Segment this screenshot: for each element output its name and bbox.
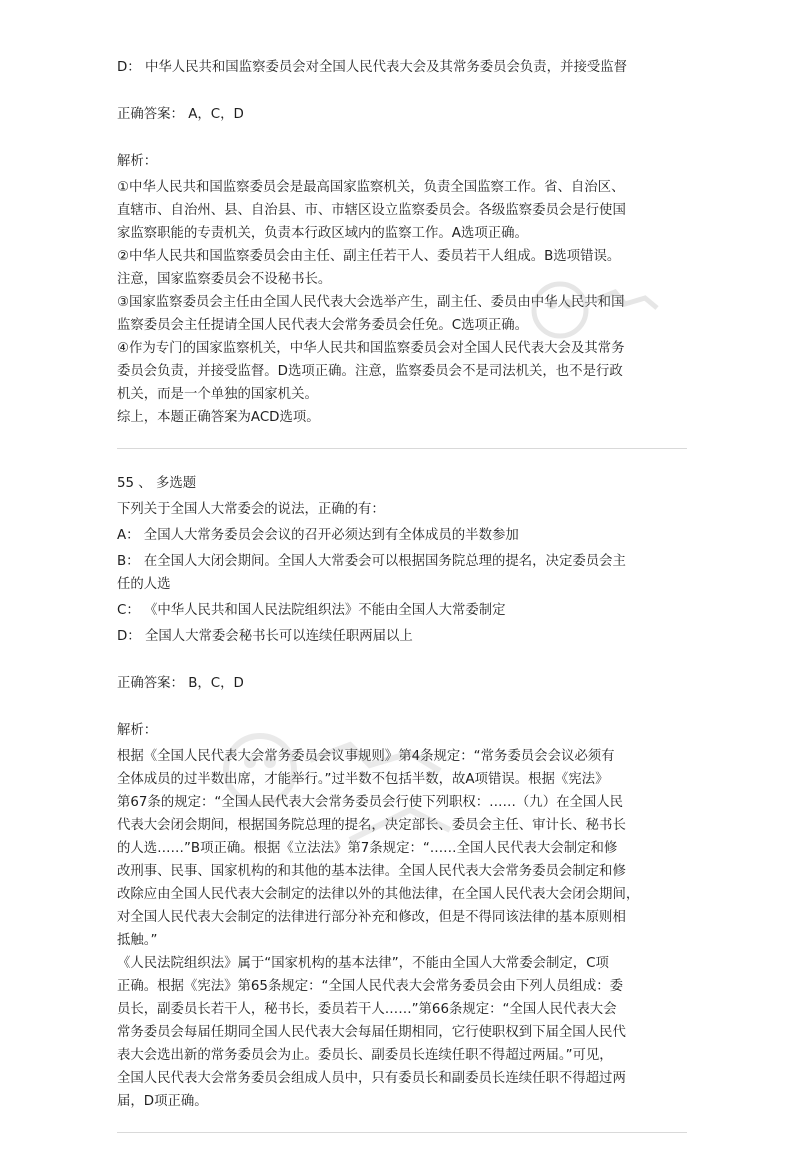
analysis-line: 家监察职能的专责机关，负责本行政区域内的监察工作。A选项正确。 xyxy=(117,226,528,241)
section-divider xyxy=(117,448,687,449)
section-divider xyxy=(117,1132,687,1133)
analysis-line: 注意，国家监察委员会不设秘书长。 xyxy=(117,272,332,287)
analysis-line: 综上，本题正确答案为ACD选项。 xyxy=(117,410,320,425)
analysis-line: 对全国人民代表大会制定的法律进行部分补充和修改，但是不得同该法律的基本原则相 xyxy=(117,910,626,925)
watermark-logo xyxy=(520,270,700,360)
analysis-line: ③国家监察委员会主任由全国人民代表大会选举产生，副主任、委员由中华人民共和国 xyxy=(117,295,625,310)
analysis-line: 代表大会闭会期间，根据国务院总理的提名，决定部长、委员会主任、审计长、秘书长 xyxy=(117,818,626,833)
q55-stem: 下列关于全国人大常委会的说法，正确的有： xyxy=(117,502,385,517)
analysis-line: 第67条的规定：“全国人民代表大会常务委员会行使下列职权：……（九）在全国人民 xyxy=(117,795,624,810)
analysis-line: 监察委员会主任提请全国人民代表大会常务委员会任免。C选项正确。 xyxy=(117,318,529,333)
analysis-line: 届，D项正确。 xyxy=(117,1094,208,1109)
q55-option-b: B： 在全国人大闭会期间。全国人大常委会可以根据国务院总理的提名，决定委员会主 xyxy=(117,554,626,569)
analysis-line: 表大会选出新的常务委员会为止。委员长、副委员长连续任职不得超过两届。”可见， xyxy=(117,1048,613,1063)
analysis-line: 的人选……”B项正确。根据《立法法》第7条规定：“……全国人民代表大会制定和修 xyxy=(117,841,618,856)
q55-correct-answer: 正确答案： B，C，D xyxy=(117,676,244,691)
q55-option-d: D： 全国人大常委会秘书长可以连续任职两届以上 xyxy=(117,629,413,644)
analysis-line: 改刑事、民事、国家机构的和其他的基本法律。全国人民代表大会常务委员会制定和修 xyxy=(117,864,626,879)
q55-analysis-label: 解析： xyxy=(117,723,158,738)
analysis-line: ④作为专门的国家监察机关，中华人民共和国监察委员会对全国人民代表大会及其常务 xyxy=(117,341,625,356)
analysis-line: 抵触。” xyxy=(117,933,158,948)
watermark-logo xyxy=(200,700,500,880)
q55-option-b-cont: 任的人选 xyxy=(117,577,171,592)
analysis-line: 常务委员会每届任期同全国人民代表大会每届任期相同，它行使职权到下届全国人民代 xyxy=(117,1025,626,1040)
analysis-line: 《人民法院组织法》属于“国家机构的基本法律”，不能由全国人大常委会制定，C项 xyxy=(117,956,609,971)
analysis-line: 委员会负责，并接受监督。D选项正确。注意，监察委员会不是司法机关，也不是行政 xyxy=(117,364,623,379)
analysis-line: 全国人民代表大会常务委员会组成人员中，只有委员长和副委员长连续任职不得超过两 xyxy=(117,1071,626,1086)
q54-analysis-label: 解析： xyxy=(117,154,158,169)
analysis-line: 改除应由全国人民代表大会制定的法律以外的其他法律，在全国人民代表大会闭会期间， xyxy=(117,887,640,902)
q54-option-d: D： 中华人民共和国监察委员会对全国人民代表大会及其常务委员会负责，并接受监督 xyxy=(117,60,628,75)
analysis-line: ①中华人民共和国监察委员会是最高国家监察机关，负责全国监察工作。省、自治区、 xyxy=(117,180,625,195)
document-page xyxy=(117,56,687,1156)
analysis-line: 直辖市、自治州、县、自治县、市、市辖区设立监察委员会。各级监察委员会是行使国 xyxy=(117,203,626,218)
analysis-line: 全体成员的过半数出席，才能举行。”过半数不包括半数，故A项错误。根据《宪法》 xyxy=(117,772,609,787)
analysis-line: 根据《全国人民代表大会常务委员会议事规则》第4条规定：“常务委员会会议必须有 xyxy=(117,749,615,764)
q55-option-a: A： 全国人大常务委员会会议的召开必须达到有全体成员的半数参加 xyxy=(117,528,519,543)
analysis-line: 机关，而是一个单独的国家机关。 xyxy=(117,387,318,402)
analysis-line: 员长，副委员长若干人，秘书长，委员若干人……”第66条规定：“全国人民代表大会 xyxy=(117,1002,617,1017)
analysis-line: ②中华人民共和国监察委员会由主任、副主任若干人、委员若干人组成。B选项错误。 xyxy=(117,249,621,264)
q54-correct-answer: 正确答案： A，C，D xyxy=(117,107,244,122)
q55-option-c: C： 《中华人民共和国人民法院组织法》不能由全国人大常委制定 xyxy=(117,603,506,618)
q55-header: 55 、 多选题 xyxy=(117,476,197,491)
analysis-line: 正确。根据《宪法》第65条规定：“全国人民代表大会常务委员会由下列人员组成：委 xyxy=(117,979,624,994)
